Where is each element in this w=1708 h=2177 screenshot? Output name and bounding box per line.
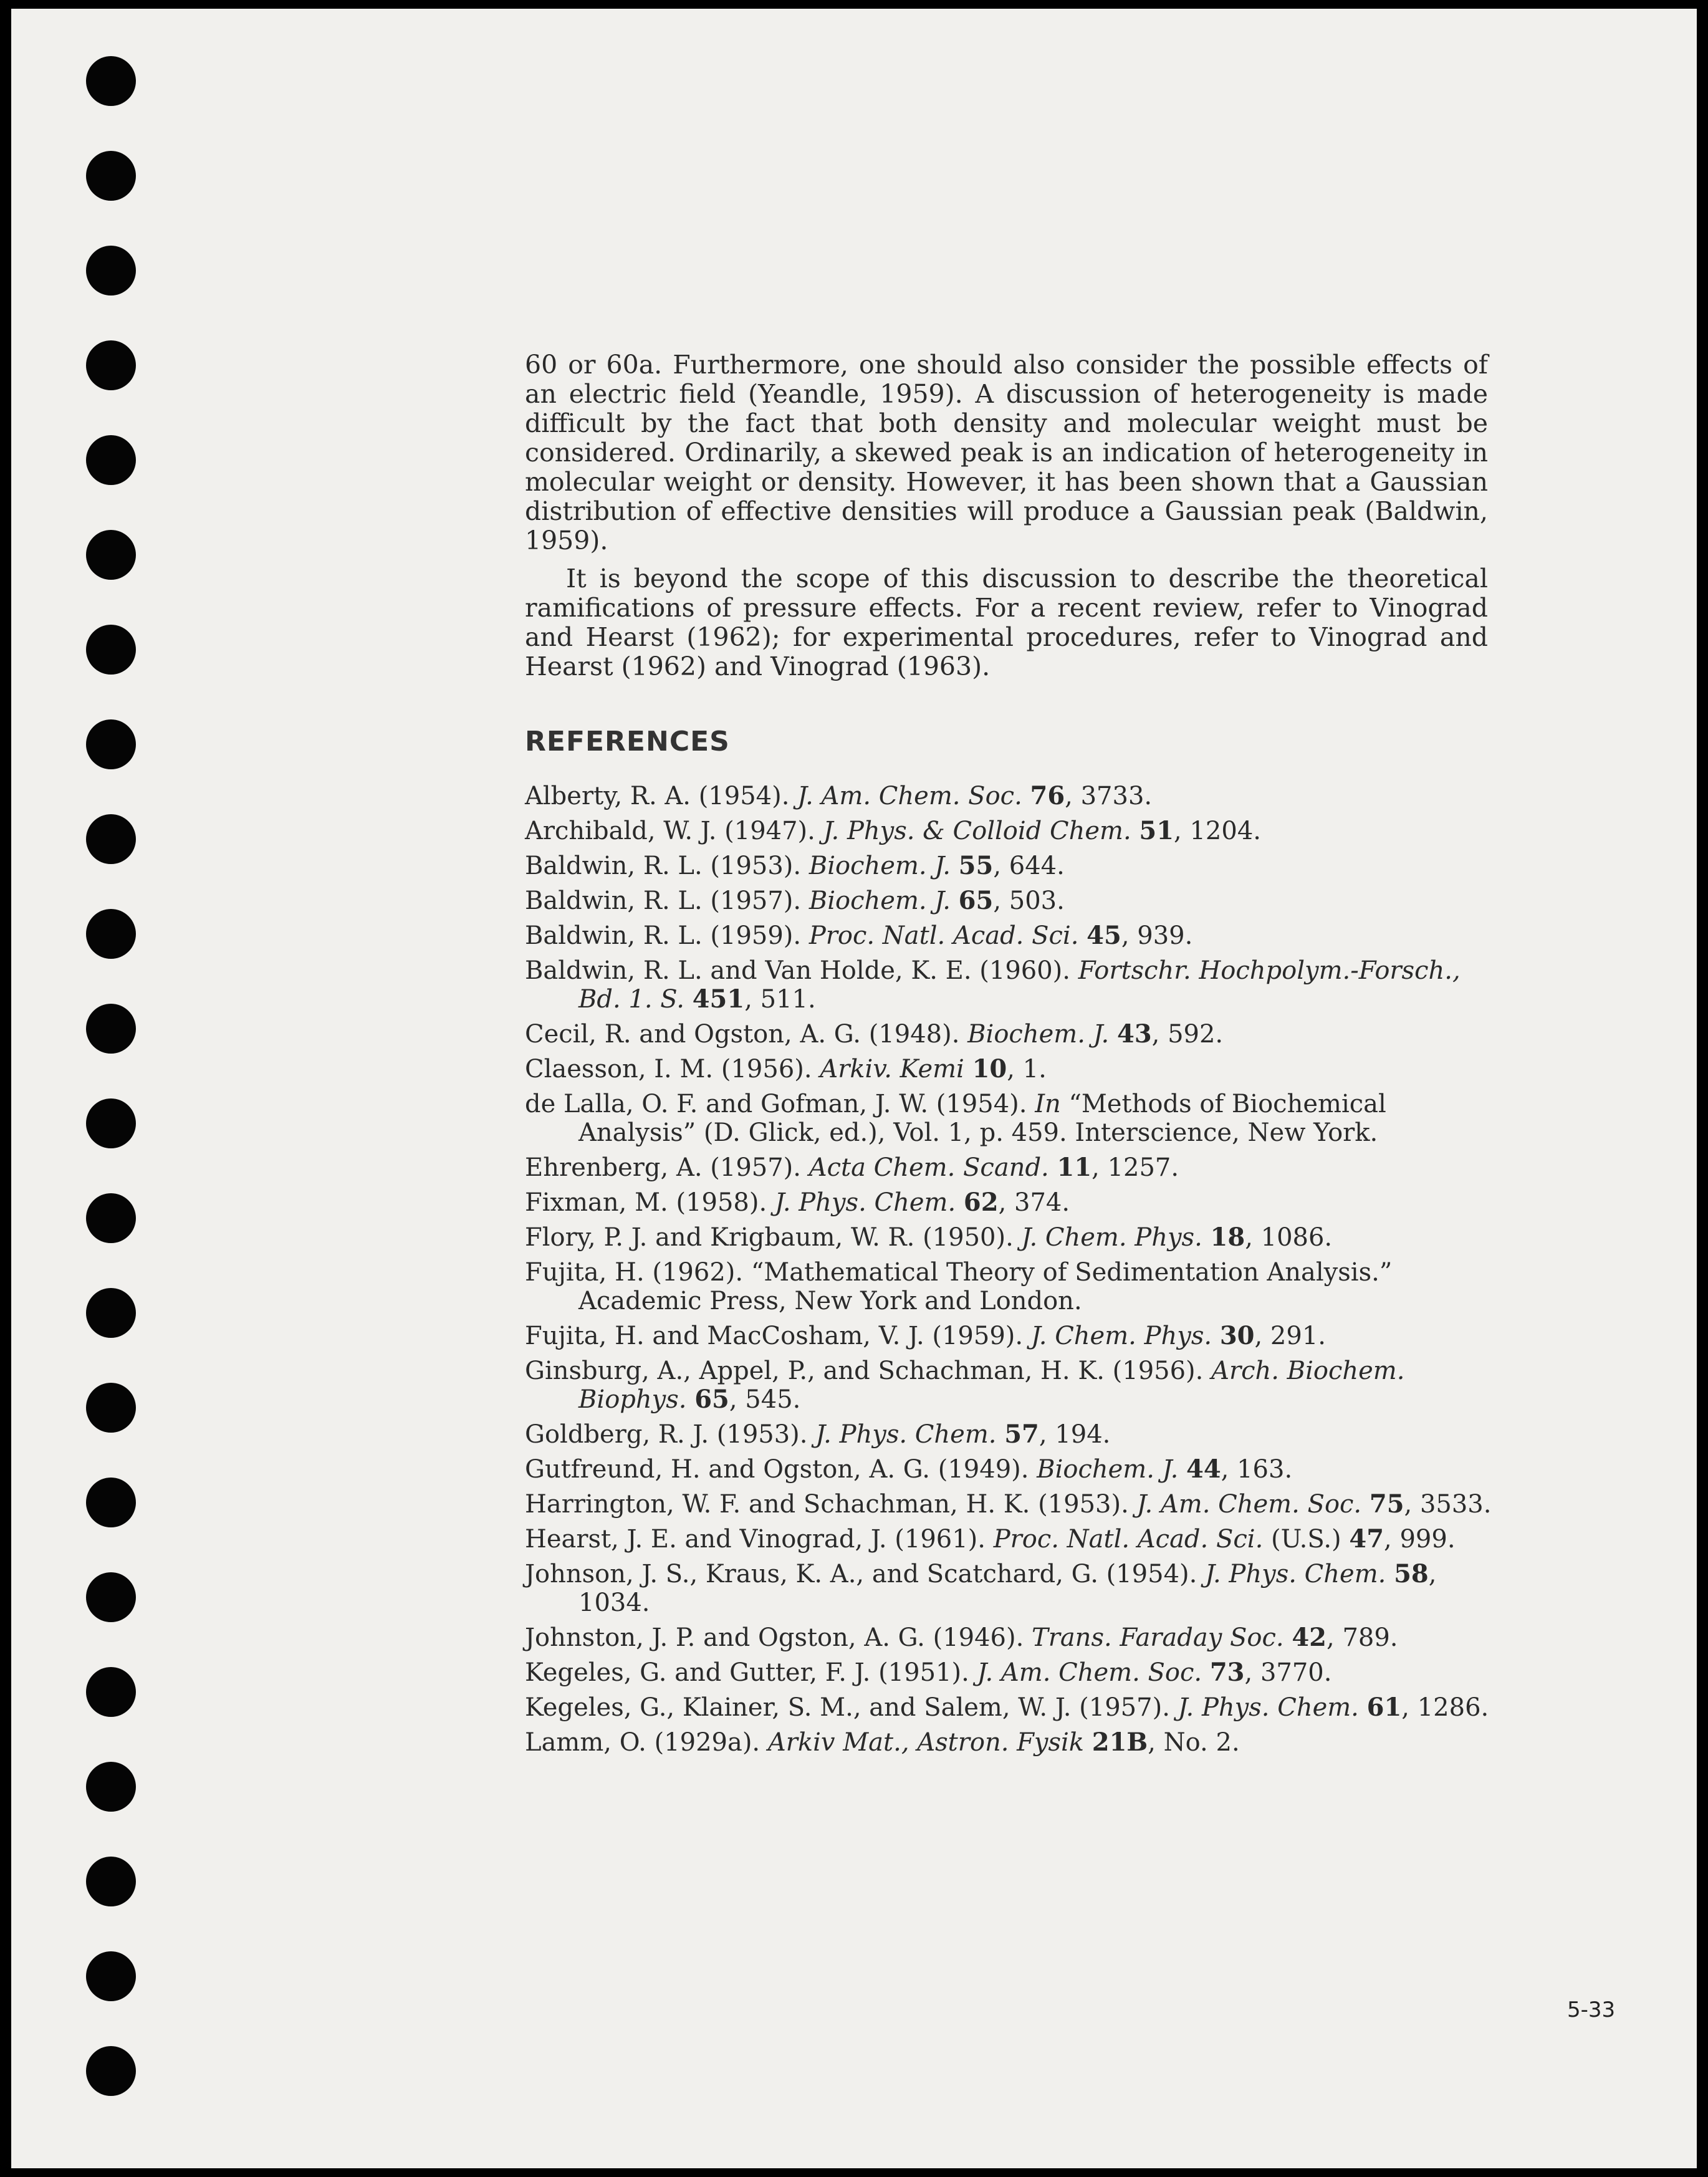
reference-journal: J. Phys. & Colloid Chem. xyxy=(823,817,1139,845)
reference-item xyxy=(525,1153,1497,1182)
reference-journal: Proc. Natl. Acad. Sci. xyxy=(993,1525,1271,1554)
reference-journal: Biochem. J. xyxy=(808,852,959,880)
reference-volume: 43 xyxy=(1116,1019,1152,1049)
reference-authors: Baldwin, R. L. and Van Holde, K. E. (1960). xyxy=(525,956,1078,985)
reference-pages: , 1204. xyxy=(1174,817,1261,845)
reference-item xyxy=(525,1560,1497,1617)
binder-hole xyxy=(86,1667,136,1717)
reference-pages: , 1034. xyxy=(578,1560,1437,1617)
reference-item xyxy=(525,1693,1497,1722)
reference-journal: Biochem. J. xyxy=(1037,1455,1186,1484)
reference-authors: Harrington, W. F. and Schachman, H. K. (1953). xyxy=(525,1490,1137,1519)
binder-hole xyxy=(86,56,136,106)
reference-volume: 73 xyxy=(1209,1658,1245,1687)
reference-pages: , 999. xyxy=(1384,1525,1456,1554)
binder-hole xyxy=(86,246,136,296)
binder-hole xyxy=(86,719,136,769)
binder-hole xyxy=(86,340,136,390)
reference-item xyxy=(525,1188,1497,1217)
reference-item xyxy=(525,1525,1497,1554)
references-heading: REFERENCES xyxy=(525,726,730,757)
binder-hole xyxy=(86,1383,136,1433)
binder-hole xyxy=(86,1951,136,2001)
binder-hole xyxy=(86,530,136,580)
reference-authors: Lamm, O. (1929a). xyxy=(525,1728,768,1757)
reference-authors: Cecil, R. and Ogston, A. G. (1948). xyxy=(525,1020,968,1049)
reference-item xyxy=(525,1490,1497,1519)
reference-authors: Johnston, J. P. and Ogston, A. G. (1946). xyxy=(525,1623,1032,1652)
reference-pages: , 374. xyxy=(998,1188,1070,1217)
reference-journal: Biochem. J. xyxy=(808,887,959,915)
reference-item xyxy=(525,1658,1497,1687)
reference-journal: Arkiv. Kemi xyxy=(820,1055,972,1084)
reference-journal: J. Phys. Chem. xyxy=(1205,1560,1394,1588)
reference-journal: Arch. Biochem. Biophys. xyxy=(578,1357,1405,1414)
binder-hole xyxy=(86,1478,136,1527)
reference-volume: 51 xyxy=(1139,816,1174,845)
binder-hole xyxy=(86,2046,136,2096)
reference-volume: 30 xyxy=(1219,1321,1255,1350)
binder-hole xyxy=(86,151,136,201)
reference-pages: , 3770. xyxy=(1244,1658,1332,1687)
reference-authors: Fujita, H. and MacCosham, V. J. (1959). xyxy=(525,1322,1031,1350)
reference-authors: Kegeles, G., Klainer, S. M., and Salem, W. J. (1957). xyxy=(525,1693,1178,1722)
reference-journal: J. Am. Chem. Soc. xyxy=(977,1658,1210,1687)
reference-journal: In xyxy=(1035,1090,1069,1118)
binder-hole xyxy=(86,1857,136,1906)
reference-pages: , 291. xyxy=(1254,1322,1326,1350)
reference-item xyxy=(525,1357,1497,1414)
reference-item xyxy=(525,1728,1497,1757)
binder-hole xyxy=(86,1288,136,1338)
reference-authors: Ehrenberg, A. (1957). xyxy=(525,1153,809,1182)
reference-journal: Fortschr. Hochpolym.-Forsch., Bd. 1. S. xyxy=(578,956,1461,1014)
reference-journal: J. Am. Chem. Soc. xyxy=(1136,1490,1370,1519)
reference-volume: 11 xyxy=(1057,1153,1092,1182)
reference-journal: Acta Chem. Scand. xyxy=(808,1153,1057,1182)
reference-authors: Fujita, H. (1962). “Mathematical Theory of Sedimentation Analysis.” Academic Press, New York and London. xyxy=(525,1258,1393,1315)
binder-hole xyxy=(86,814,136,864)
document-page xyxy=(11,9,1697,2168)
reference-pages: “Methods of Biochemical Analysis” (D. Glick, ed.), Vol. 1, p. 459. Interscience, New York. xyxy=(578,1090,1386,1147)
reference-pages: , 1086. xyxy=(1245,1223,1333,1252)
reference-authors: Fixman, M. (1958). xyxy=(525,1188,775,1217)
reference-volume: 75 xyxy=(1369,1489,1404,1519)
reference-volume: 18 xyxy=(1210,1223,1245,1252)
reference-volume: 47 xyxy=(1349,1524,1384,1554)
reference-journal: Trans. Faraday Soc. xyxy=(1032,1623,1292,1652)
reference-authors: Claesson, I. M. (1956). xyxy=(525,1055,820,1084)
reference-authors: Kegeles, G. and Gutter, F. J. (1951). xyxy=(525,1658,977,1687)
binder-hole xyxy=(86,1193,136,1243)
reference-journal: J. Chem. Phys. xyxy=(1021,1223,1211,1252)
reference-journal: J. Phys. Chem. xyxy=(815,1420,1005,1449)
reference-volume: 10 xyxy=(972,1054,1007,1084)
reference-note: (U.S.) xyxy=(1271,1525,1350,1554)
reference-volume: 45 xyxy=(1087,921,1121,950)
binder-hole xyxy=(86,625,136,675)
reference-authors: de Lalla, O. F. and Gofman, J. W. (1954). xyxy=(525,1090,1035,1118)
reference-authors: Baldwin, R. L. (1959). xyxy=(525,921,809,950)
reference-journal: J. Chem. Phys. xyxy=(1030,1322,1220,1350)
reference-authors: Archibald, W. J. (1947). xyxy=(525,817,823,845)
reference-pages: , 789. xyxy=(1327,1623,1398,1652)
reference-volume: 65 xyxy=(958,886,994,915)
reference-volume: 55 xyxy=(958,851,994,880)
reference-authors: Gutfreund, H. and Ogston, A. G. (1949). xyxy=(525,1455,1037,1484)
reference-pages: , 592. xyxy=(1151,1020,1224,1049)
reference-item xyxy=(525,1090,1497,1147)
reference-item xyxy=(525,1055,1497,1084)
reference-pages: , No. 2. xyxy=(1148,1728,1240,1757)
reference-item xyxy=(525,1322,1497,1350)
reference-item xyxy=(525,887,1497,915)
reference-journal: J. Am. Chem. Soc. xyxy=(797,782,1030,810)
reference-item xyxy=(525,1020,1497,1049)
reference-volume: 61 xyxy=(1366,1693,1402,1722)
reference-item xyxy=(525,1623,1497,1652)
reference-volume: 21B xyxy=(1091,1728,1148,1757)
reference-pages: , 511. xyxy=(744,985,816,1014)
binder-hole xyxy=(86,1004,136,1054)
reference-pages: , 503. xyxy=(993,887,1065,915)
reference-volume: 65 xyxy=(694,1385,729,1414)
reference-item xyxy=(525,921,1497,950)
reference-authors: Johnson, J. S., Kraus, K. A., and Scatchard, G. (1954). xyxy=(525,1560,1206,1588)
reference-pages: , 1286. xyxy=(1401,1693,1489,1722)
body-text xyxy=(525,350,1488,690)
reference-pages: , 3733. xyxy=(1065,782,1153,810)
reference-pages: , 1. xyxy=(1007,1055,1047,1084)
reference-volume: 62 xyxy=(963,1188,999,1217)
reference-volume: 451 xyxy=(692,984,745,1014)
reference-journal: Biochem. J. xyxy=(967,1020,1117,1049)
reference-journal: J. Phys. Chem. xyxy=(1178,1693,1367,1722)
references-list xyxy=(525,782,1497,1763)
reference-authors: Goldberg, R. J. (1953). xyxy=(525,1420,816,1449)
reference-volume: 58 xyxy=(1394,1559,1429,1588)
reference-journal: J. Phys. Chem. xyxy=(774,1188,964,1217)
reference-item xyxy=(525,817,1497,845)
reference-authors: Hearst, J. E. and Vinograd, J. (1961). xyxy=(525,1525,994,1554)
reference-authors: Baldwin, R. L. (1953). xyxy=(525,852,809,880)
reference-journal: Arkiv Mat., Astron. Fysik xyxy=(767,1728,1092,1757)
reference-authors: Baldwin, R. L. (1957). xyxy=(525,887,809,915)
reference-pages: , 194. xyxy=(1039,1420,1111,1449)
reference-volume: 44 xyxy=(1186,1454,1221,1484)
reference-volume: 57 xyxy=(1004,1420,1039,1449)
reference-pages: , 939. xyxy=(1121,921,1193,950)
body-paragraph-1: 60 or 60a. Furthermore, one should also consider the possible effects of an electric field (Yeandle, 1959). A discussion of heterogeneity is made difficult by the fact that both density and molecular weight must be considered. Ordinarily, a skewed peak is an indication of heterogeneity in molecular weight or density. However, it has been shown that a Gaussian distribution of effective densities will produce a Gaussian peak (Baldwin, 1959). xyxy=(525,350,1488,555)
binder-hole xyxy=(86,1098,136,1148)
reference-authors: Flory, P. J. and Krigbaum, W. R. (1950). xyxy=(525,1223,1022,1252)
reference-item xyxy=(525,782,1497,810)
body-paragraph-2: It is beyond the scope of this discussion to describe the theoretical ramifications of pressure effects. For a recent review, refer to Vinograd and Hearst (1962); for experimental procedures, refer to Vinograd and Hearst (1962) and Vinograd (1963). xyxy=(525,564,1488,681)
reference-item xyxy=(525,852,1497,880)
binder-hole xyxy=(86,1762,136,1812)
reference-pages: , 644. xyxy=(993,852,1065,880)
reference-authors: Ginsburg, A., Appel, P., and Schachman, H. K. (1956). xyxy=(525,1357,1212,1385)
reference-pages: , 545. xyxy=(729,1385,801,1414)
reference-item xyxy=(525,1455,1497,1484)
reference-pages: , 1257. xyxy=(1091,1153,1179,1182)
page-number: 5-33 xyxy=(1567,1997,1616,2022)
reference-item xyxy=(525,1420,1497,1449)
reference-authors: Alberty, R. A. (1954). xyxy=(525,782,798,810)
reference-volume: 42 xyxy=(1292,1623,1327,1652)
binder-hole xyxy=(86,435,136,485)
reference-journal: Proc. Natl. Acad. Sci. xyxy=(808,921,1087,950)
reference-item xyxy=(525,1258,1497,1315)
reference-item xyxy=(525,1223,1497,1252)
reference-pages: , 163. xyxy=(1221,1455,1293,1484)
reference-pages: , 3533. xyxy=(1404,1490,1492,1519)
binder-hole xyxy=(86,1572,136,1622)
binder-hole xyxy=(86,909,136,959)
reference-item xyxy=(525,956,1497,1014)
reference-volume: 76 xyxy=(1030,781,1065,810)
